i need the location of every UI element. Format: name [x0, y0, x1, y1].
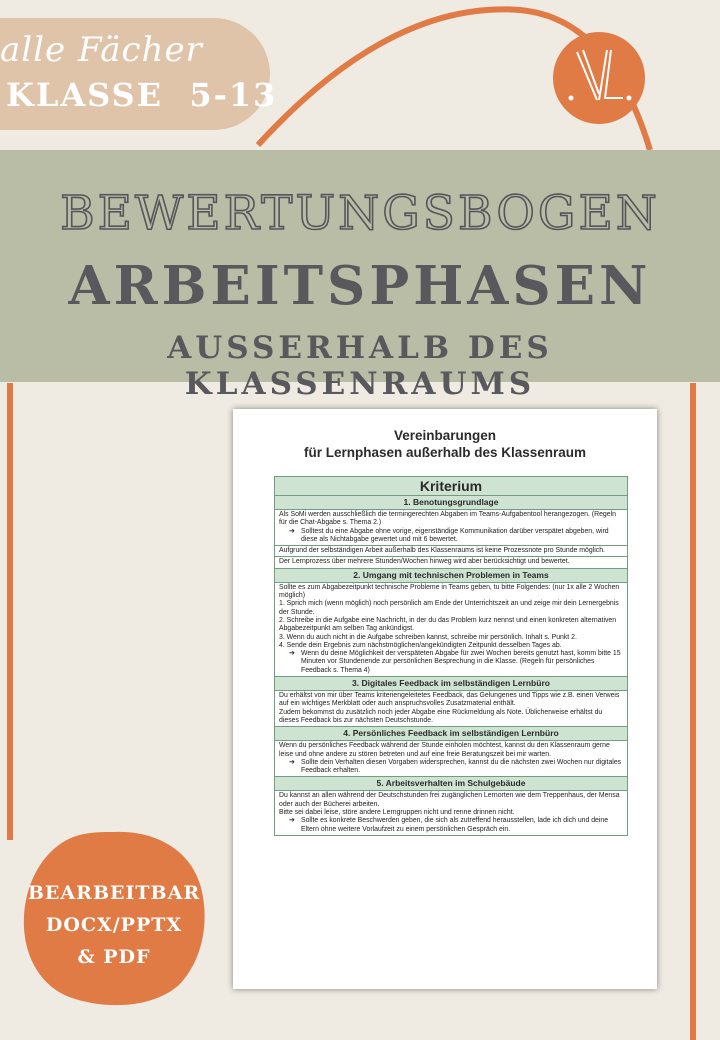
section-heading: 4. Persönliches Feedback im selbständigen Lernbüro [274, 727, 628, 741]
vl-logo [553, 32, 645, 124]
table-header: Kriterium [274, 477, 628, 496]
document-title [233, 427, 657, 461]
section-heading: 5. Arbeitsverhalten im Schulgebäude [274, 777, 628, 791]
cell-bullet [279, 650, 623, 675]
section-heading: 3. Digitales Feedback im selbständigen Lernbüro [274, 677, 628, 691]
arrow-icon: ➔ [289, 758, 295, 766]
stamp-line-1: BEARBEITBAR [27, 882, 201, 904]
stamp-line-2: DOCX/PPTX [45, 914, 183, 936]
cell-paragraph: Sollte es zum Abgabezeitpunkt technische Probleme in Teams geben, tu bitte Folgendes: (nur 1x alle 2 Wochen möglich) [279, 583, 620, 600]
cell-paragraph: 3. Wenn du auch nicht in die Aufgabe schreiben kannst, schreibe mir persönlich. Inhalt s. Punkt 2. [279, 633, 577, 641]
stamp-text [20, 828, 208, 1008]
bullet-text: Wenn du deine Möglichkeit der verspäteten Abgabe für zwei Wochen bereits genutzt hast, komm bitte 15 Minuten vor Stundenende zur persönlichen Besprechung in die Klasse. (Regeln für persönliches Feedback s. Thema 4) [301, 650, 621, 674]
table-cell [274, 510, 628, 546]
table-cell [274, 791, 628, 835]
subjects-label: alle Fächer [0, 30, 203, 70]
table-cell [274, 691, 628, 727]
section-heading: 2. Umgang mit technischen Problemen in Teams [274, 569, 628, 583]
cell-paragraph: 4. Sende dein Ergebnis zum nächstmöglichen/angekündigten Zeitpunkt desselben Tages ab. [279, 641, 562, 649]
title-line-2: ARBEITSPHASEN [68, 255, 652, 317]
cell-paragraph: Als SoMi werden ausschließlich die termingerechten Abgaben im Teams-Aufgabentool herangezogen. (Regeln für die Chat-Abgabe s. Thema 2.) [279, 511, 616, 527]
cell-paragraph: Der Lernprozess über mehrere Stunden/Wochen hinweg wird aber berücksichtigt und bewertet. [279, 558, 570, 566]
bullet-text: Sollte es konkrete Beschwerden geben, die sich als zutreffend herausstellen, lade ich dich und deine Eltern ohne weitere Vorlaufzeit zu einem persönlichen Gespräch ein. [301, 817, 609, 833]
title-line-1: BEWERTUNGSBOGEN [60, 186, 660, 241]
arrow-icon: ➔ [289, 527, 295, 535]
table-cell [274, 546, 628, 557]
criteria-table [274, 476, 628, 836]
document-title-line-1: Vereinbarungen [393, 428, 497, 443]
stamp-line-3: & PDF [77, 946, 151, 968]
cell-paragraph: Bitte sei dabei leise, störe andere Lerngruppen nicht und renne drinnen nicht. [279, 809, 515, 817]
cell-paragraph: Du erhältst von mir über Teams kriteriengeleitetes Feedback, das Gelungenes und Tipps wie z.B. einen Verweis auf ein wichtiges Merkblatt oder auch anspruchsvolles Zusatzmaterial enthält. [279, 692, 620, 708]
cell-paragraph: Aufgrund der selbständigen Arbeit außerhalb des Klassenraums ist keine Prozessnote pro Stunde möglich. [279, 547, 605, 555]
grade-badge [0, 18, 278, 130]
cell-paragraph: Zudem bekommst du zusätzlich noch jeder Abgabe eine Rückmeldung als Note. Üblicherweise erhältst du dieses Feedback bis zur nächsten Deutschstunde. [279, 708, 603, 724]
section-heading: 1. Benotungsgrundlage [274, 496, 628, 510]
document-title-line-2: für Lernphasen außerhalb des Klassenraum [303, 445, 587, 460]
cell-paragraph: Wenn du persönliches Feedback während der Stunde einholen möchtest, kannst du den Klassenraum gerne leise und ohne andere zu stören betreten und auf eine freie Beratungszeit bei mir warten. [279, 742, 610, 758]
cell-paragraph: 2. Schreibe in die Aufgabe eine Nachricht, in der du das Problem kurz nennst und einen konkreten alternativen Abgabezeitpunkt am selben Tag ankündigst. [279, 616, 617, 633]
cell-paragraph: 1. Sprich mich (wenn möglich) noch persönlich am Ende der Unterrichtszeit an und zeige mir dein Lernergebnis der Stunde. [279, 600, 619, 616]
cell-bullet [279, 759, 623, 776]
arrow-icon: ➔ [289, 817, 295, 825]
bullet-text: Sollte dein Verhalten diesen Vorgaben widersprechen, kannst du die nächsten zwei Wochen nur digitales Feedback erhalten. [301, 758, 622, 775]
table-cell [274, 741, 628, 777]
arrow-icon: ➔ [289, 650, 295, 658]
cell-bullet [279, 817, 623, 834]
cell-paragraph: Du kannst an allen während der Deutschstunden frei zugänglichen Lernorten wie dem Treppenhaus, der Mensa oder auch der Bücherei arbeiten. [279, 792, 620, 808]
bullet-text: Solltest du eine Abgabe ohne vorige, eigenständige Kommunikation darüber verspätet abgeben, wird diese als Nichtabgabe gewertet und mit 6 bewertet. [301, 527, 609, 543]
grades-label: KLASSE 5-13 [6, 76, 278, 114]
table-cell [274, 583, 628, 677]
title-line-3: AUSSERHALB DES KLASSENRAUMS [167, 330, 553, 402]
cell-bullet [279, 528, 623, 545]
table-cell [274, 557, 628, 568]
document-preview [233, 409, 657, 989]
